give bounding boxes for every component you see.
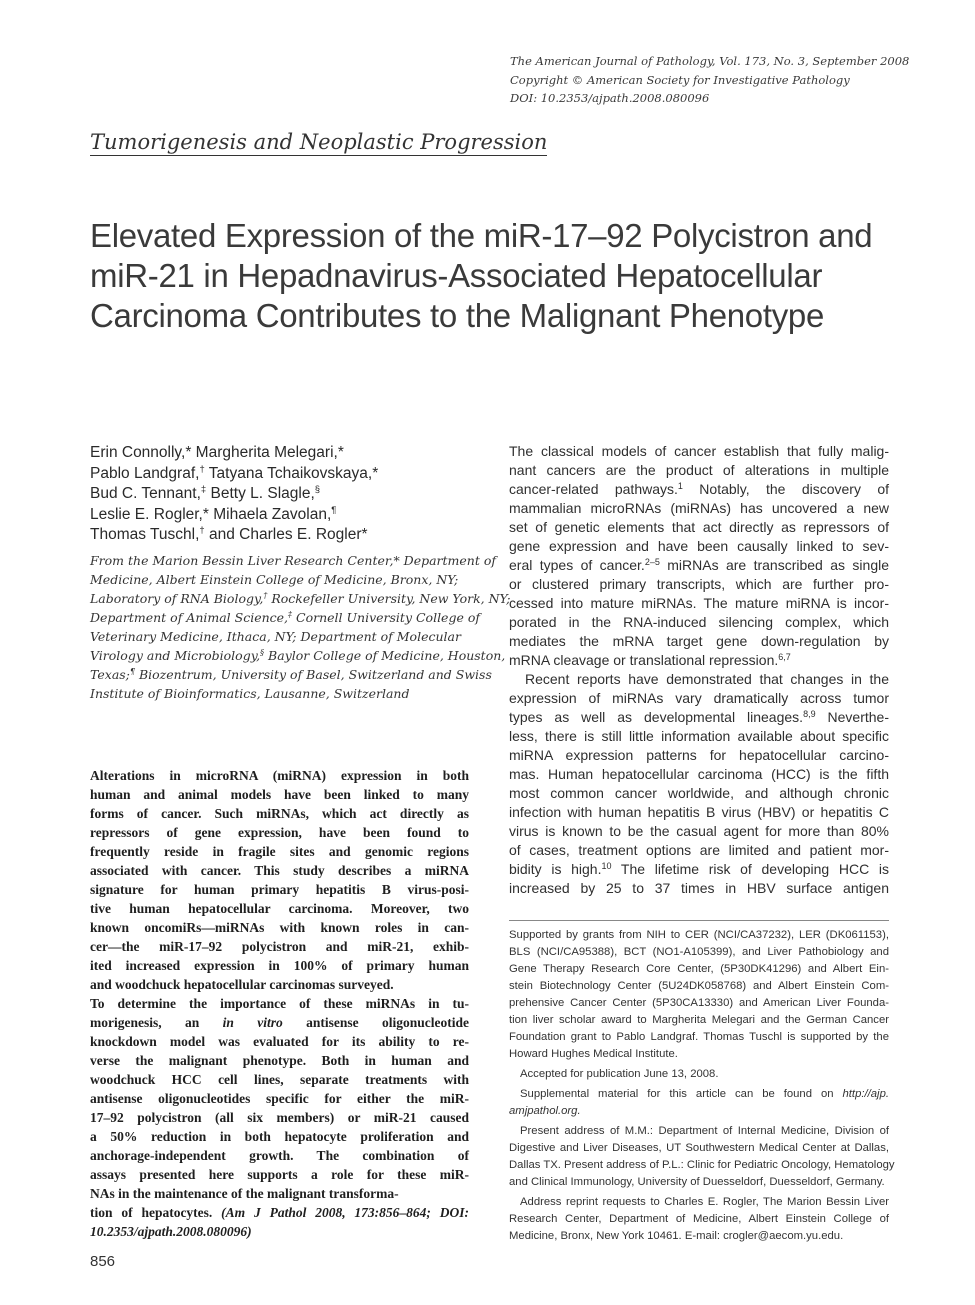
body-line: [509, 765, 889, 784]
text-run: The lifetime risk of developing HCC is: [611, 861, 889, 877]
text-run: Veterinary Medicine, Ithaca, NY; Department of Molecular: [90, 629, 461, 644]
footnote-marker: †: [199, 524, 205, 536]
footnote-line: [509, 1174, 889, 1191]
footnote-marker: †: [199, 463, 205, 475]
text-run: of cases, treatment options are limited and patient mor-: [509, 842, 889, 858]
title-line: miR-21 in Hepadnavirus-Associated Hepatocellular: [90, 257, 823, 294]
text-run: prehensive Cancer Center (5P30CA13330) and American Liver Founda-: [509, 997, 889, 1009]
body-line: [509, 461, 889, 480]
body-line: [509, 784, 889, 803]
text-run: and Charles E. Rogler*: [204, 526, 368, 543]
text-run: frequently reside in fragile sites and genomic regions: [90, 844, 469, 859]
text-run: eral types of cancer.: [509, 557, 645, 573]
text-run: antisense oligonucleotides specific for either the miR-: [90, 1091, 469, 1106]
text-run: bidity is high.: [509, 861, 602, 877]
section-heading: Tumorigenesis and Neoplastic Progression: [90, 130, 548, 154]
footnote-marker: 8,9: [803, 709, 816, 719]
text-run: Recent reports have demonstrated that changes in the: [525, 671, 889, 687]
body-line: [509, 708, 889, 727]
body-line: [509, 651, 889, 670]
text-run: stein Biotechnology Center (5U24DK058768) and Albert Einstein Com-: [509, 980, 889, 992]
abstract-line: [90, 804, 469, 823]
text-run: nant cancers are the product of alterations in multiple: [509, 462, 889, 478]
body-line: [509, 860, 889, 879]
body-line: [509, 822, 889, 841]
body-line: [509, 556, 889, 575]
author-line: [90, 464, 378, 485]
abstract-line: [90, 975, 469, 994]
footnote-line: [509, 961, 889, 978]
text-run: To determine the importance of these miRNAs in tu-: [90, 996, 469, 1011]
abstract-line: [90, 1013, 469, 1032]
abstract-line: [90, 823, 469, 842]
affiliation-line: [90, 684, 470, 703]
affiliation-line: [90, 608, 480, 627]
text-run: Foundation grant to Pablo Landgraf. Thomas Tuschl is supported by the: [509, 1031, 889, 1043]
footnote-line: [509, 1194, 889, 1211]
author-line: [90, 484, 378, 505]
footnote-marker: 6,7: [778, 652, 791, 662]
affiliation-line: [90, 665, 492, 684]
footnote-line: [509, 1103, 889, 1120]
footnote-line: [509, 978, 889, 995]
text-run: set of genetic elements that act directly as repressors of: [509, 519, 889, 535]
text-run: Neverthe-: [815, 709, 890, 725]
abstract-line: [90, 899, 469, 918]
affiliation-line: [90, 589, 511, 608]
text-run: repressors of gene expression, have been found to: [90, 825, 469, 840]
text-run: tive human hepatocellular carcinoma. Moreover, two: [90, 901, 469, 916]
text-run: Medicine, Bronx, New York 10461. E-mail: crogler@aecom.yu.edu.: [509, 1230, 844, 1242]
page-number: 856: [90, 1253, 116, 1270]
text-run: tion liver scholar award to Margherita Melegari and the German Cancer: [509, 1014, 889, 1026]
text-run: miRNA expression patterns for hepatocellular carcino-: [509, 747, 889, 763]
abstract-line: [90, 918, 469, 937]
affiliation-line: [90, 627, 470, 646]
affiliation-line: [90, 646, 506, 665]
abstract-line: [90, 861, 469, 880]
text-run: and Clinical Immunology, University of Duesseldorf, Duesseldorf, Germany.: [509, 1176, 885, 1188]
text-run: mas. Human hepatocellular carcinoma (HCC) is the fifth: [509, 766, 889, 782]
text-run: Alterations in microRNA (miRNA) expression in both: [90, 768, 469, 783]
footnote-line: [509, 927, 889, 944]
text-run: Research Center, Department of Medicine, Albert Einstein College of: [509, 1213, 889, 1225]
footnote-line: [509, 1046, 889, 1063]
footnote-line: [509, 1012, 889, 1029]
footnote-line: [509, 1066, 889, 1083]
text-run: Laboratory of RNA Biology,: [90, 591, 264, 606]
text-run: less, there is still little information available about specific: [509, 728, 889, 744]
body-line: [509, 670, 889, 689]
body-line: [509, 518, 889, 537]
text-run: Accepted for publication June 13, 2008.: [520, 1068, 719, 1080]
abstract-line: [90, 1203, 469, 1222]
text-run: antisense oligonucleotide: [282, 1015, 469, 1030]
text-run: most common cancer worldwide, and although chronic: [509, 785, 889, 801]
footnote-marker: ¶: [331, 504, 337, 516]
journal-citation: The American Journal of Pathology, Vol. 173, No. 3, September 2008: [510, 54, 910, 68]
footnote-line: [509, 1211, 889, 1228]
text-run: Betty L. Slagle,: [206, 485, 315, 502]
body-line: [509, 442, 889, 461]
body-line: [509, 841, 889, 860]
italic-text: 10.2353/ajpath.2008.080096): [90, 1224, 252, 1239]
text-run: verse the malignant phenotype. Both in human and: [90, 1053, 469, 1068]
text-run: BLS (NCI/CA95388), BCT (NO1-A105399), and Liver Pathobiology and: [509, 946, 889, 958]
abstract-line: [90, 1222, 469, 1241]
abstract-line: [90, 994, 469, 1013]
text-run: Department of Animal Science,: [90, 610, 289, 625]
text-run: Erin Connolly,*: [90, 444, 192, 461]
journal-copyright: Copyright © American Society for Investigative Pathology: [510, 72, 850, 87]
text-run: expression of miRNAs vary dramatically across tumor: [509, 690, 889, 706]
body-line: [509, 803, 889, 822]
author-line: [90, 505, 378, 526]
text-run: Gene Therapy Research Core Center, (5P30DK41296) and Albert Ein-: [509, 963, 889, 975]
text-run: anchorage-independent growth. The combination of: [90, 1148, 469, 1163]
journal-header: [510, 52, 909, 108]
abstract-line: [90, 1070, 469, 1089]
abstract-line: [90, 766, 469, 785]
footnote-marker: 10: [601, 861, 612, 871]
italic-text: (Am J Pathol 2008, 173:856–864; DOI:: [221, 1205, 469, 1220]
text-run: 17–92 polycistron (all six members) or miR-21 caused: [90, 1110, 469, 1125]
text-run: Pablo Landgraf,: [90, 464, 200, 482]
text-run: Supplemental material for this article can be found on: [520, 1088, 843, 1100]
text-run: mRNA cleavage or translational repression.: [509, 652, 779, 668]
text-run: assays presented here supports a role for these miR-: [90, 1167, 469, 1182]
text-run: miRNAs are transcribed as single: [659, 557, 889, 573]
footnote-line: [509, 1123, 889, 1140]
text-run: cancer-related pathways.: [509, 481, 678, 497]
abstract-line: [90, 1108, 469, 1127]
text-run: NAs in the maintenance of the malignant transforma-: [90, 1186, 399, 1201]
text-run: Cornell University College of: [292, 610, 480, 625]
affiliations: [90, 551, 511, 703]
body-line: [509, 575, 889, 594]
abstract-line: [90, 1127, 469, 1146]
body-line: [509, 746, 889, 765]
text-run: Dallas TX. Present address of P.L.: Clinic for Pediatric Oncology, Hematology: [509, 1159, 895, 1171]
body-line: [509, 499, 889, 518]
text-run: Leslie E. Rogler,*: [90, 505, 209, 523]
abstract-line: [90, 1146, 469, 1165]
body-line: [509, 727, 889, 746]
footnote-line: [509, 995, 889, 1012]
abstract-line: [90, 785, 469, 804]
text-run: known oncomiRs—miRNAs with known roles in can-: [90, 920, 469, 935]
text-run: The classical models of cancer establish that fully malig-: [509, 443, 889, 459]
text-run: Notably, the discovery of: [682, 481, 889, 497]
abstract-line: [90, 937, 469, 956]
text-run: Supported by grants from NIH to CER (NCI/CA37232), LER (DK061153),: [509, 929, 889, 941]
footnote-marker: ‡: [200, 483, 207, 495]
journal-doi: DOI: 10.2353/ajpath.2008.080096: [510, 91, 710, 105]
footnote-divider: [509, 920, 889, 921]
footnote-line: [509, 1029, 889, 1046]
abstract-line: [90, 1051, 469, 1070]
author-list: [90, 443, 378, 546]
text-run: virus is known to be the casual agent for more than 80%: [509, 823, 889, 839]
footnote-line: [509, 1140, 889, 1157]
footnote-marker: 1: [677, 481, 683, 491]
text-run: Thomas Tuschl,: [90, 526, 200, 543]
footnote-line: [509, 944, 889, 961]
text-run: types as well as developmental lineages.: [509, 709, 804, 725]
text-run: cessed into mature miRNAs. The mature miRNA is incor-: [509, 595, 889, 611]
abstract-line: [90, 956, 469, 975]
text-run: Digestive and Liver Diseases, UT Southwestern Medical Center at Dallas,: [509, 1142, 889, 1154]
footnote-marker: §: [260, 647, 265, 657]
text-run: morigenesis, an: [90, 1015, 223, 1030]
text-run: Rockefeller University, New York, NY;: [267, 591, 511, 606]
footnote-line: [509, 1157, 895, 1174]
text-run: human and animal models have been linked to many: [90, 787, 469, 802]
body-line: [509, 613, 889, 632]
text-run: forms of cancer. Such miRNAs, which act directly as: [90, 806, 469, 821]
footnote-marker: §: [314, 483, 321, 495]
text-run: Mihaela Zavolan,: [208, 505, 332, 523]
footnote-line: [509, 1228, 889, 1245]
affiliation-line: [90, 551, 496, 570]
abstract-line: [90, 1089, 469, 1108]
footnote-marker: 2–5: [644, 557, 660, 567]
affiliation-line: [90, 570, 470, 589]
text-run: porated in the RNA-induced silencing complex, which: [509, 614, 889, 630]
text-run: Texas;: [90, 667, 130, 682]
article-title: [90, 216, 890, 336]
text-run: tion of hepatocytes.: [90, 1205, 222, 1220]
body-line: [509, 689, 889, 708]
text-run: Virology and Microbiology,: [90, 648, 261, 663]
footnote-marker: †: [263, 590, 268, 600]
italic-text: amjpathol.org.: [509, 1105, 581, 1117]
text-run: Baylor College of Medicine, Houston,: [264, 648, 506, 663]
abstract-line: [90, 1184, 469, 1203]
text-run: Institute of Bioinformatics, Lausanne, Switzerland: [90, 686, 410, 701]
text-run: Address reprint requests to Charles E. Rogler, The Marion Bessin Liver: [520, 1196, 889, 1208]
text-run: Bud C. Tennant,: [90, 485, 201, 502]
text-run: infection with human hepatitis B virus (HBV) or hepatitis C: [509, 804, 889, 820]
text-run: Tatyana Tchaikovskaya,*: [204, 464, 379, 482]
author-line: [90, 525, 378, 546]
body-line: [509, 594, 889, 613]
title-line: Elevated Expression of the miR-17–92 Polycistron and: [90, 217, 873, 254]
text-run: Present address of M.M.: Department of Internal Medicine, Division of: [520, 1125, 889, 1137]
text-run: From the Marion Bessin Liver Research Center,* Department of: [90, 553, 496, 568]
title-line: Carcinoma Contributes to the Malignant Phenotype: [90, 297, 825, 334]
text-run: knockdown model was evaluated for its ability to re-: [90, 1034, 469, 1049]
text-run: Biozentrum, University of Basel, Switzerland and Swiss: [135, 667, 492, 682]
footnote-marker: ‡: [288, 609, 293, 619]
introduction-text: [509, 442, 889, 898]
italic-text: http://ajp.: [842, 1088, 889, 1100]
text-run: or clustered primary transcripts, which are further pro-: [509, 576, 889, 592]
abstract-line: [90, 1165, 469, 1184]
text-run: woodchuck HCC cell lines, separate treatments with: [90, 1072, 469, 1087]
text-run: mediates the mRNA target gene down-regulation by: [509, 633, 889, 649]
footnote-line: [509, 1086, 889, 1103]
italic-text: in vitro: [222, 1015, 283, 1030]
footnote-marker: ¶: [129, 666, 135, 676]
text-run: increased by 25 to 37 times in HBV surface antigen: [509, 880, 889, 896]
abstract-line: [90, 842, 469, 861]
text-run: cer—the miR-17–92 polycistron and miR-21, exhib-: [90, 939, 469, 954]
text-run: gene expression and have been causally linked to sev-: [509, 538, 889, 554]
text-run: associated with cancer. This study describes a miRNA: [90, 863, 469, 878]
body-line: [509, 879, 889, 898]
body-line: [509, 632, 889, 651]
text-run: signature for human primary hepatitis B virus-posi-: [90, 882, 469, 897]
footnotes: [509, 927, 895, 1245]
abstract-line: [90, 880, 469, 899]
text-run: Margherita Melegari,*: [191, 444, 344, 461]
text-run: a 50% reduction in both hepatocyte proliferation and: [90, 1129, 469, 1144]
text-run: ited increased expression in 100% of primary human: [90, 958, 469, 973]
abstract: [90, 766, 469, 1241]
text-run: and woodchuck hepatocellular carcinomas surveyed.: [90, 977, 394, 992]
author-line: [90, 443, 378, 464]
body-line: [509, 480, 889, 499]
body-line: [509, 537, 889, 556]
abstract-line: [90, 1032, 469, 1051]
text-run: Medicine, Albert Einstein College of Medicine, Bronx, NY;: [90, 572, 459, 587]
text-run: Howard Hughes Medical Institute.: [509, 1048, 678, 1060]
text-run: mammalian microRNAs (miRNAs) has uncovered a new: [509, 500, 889, 516]
